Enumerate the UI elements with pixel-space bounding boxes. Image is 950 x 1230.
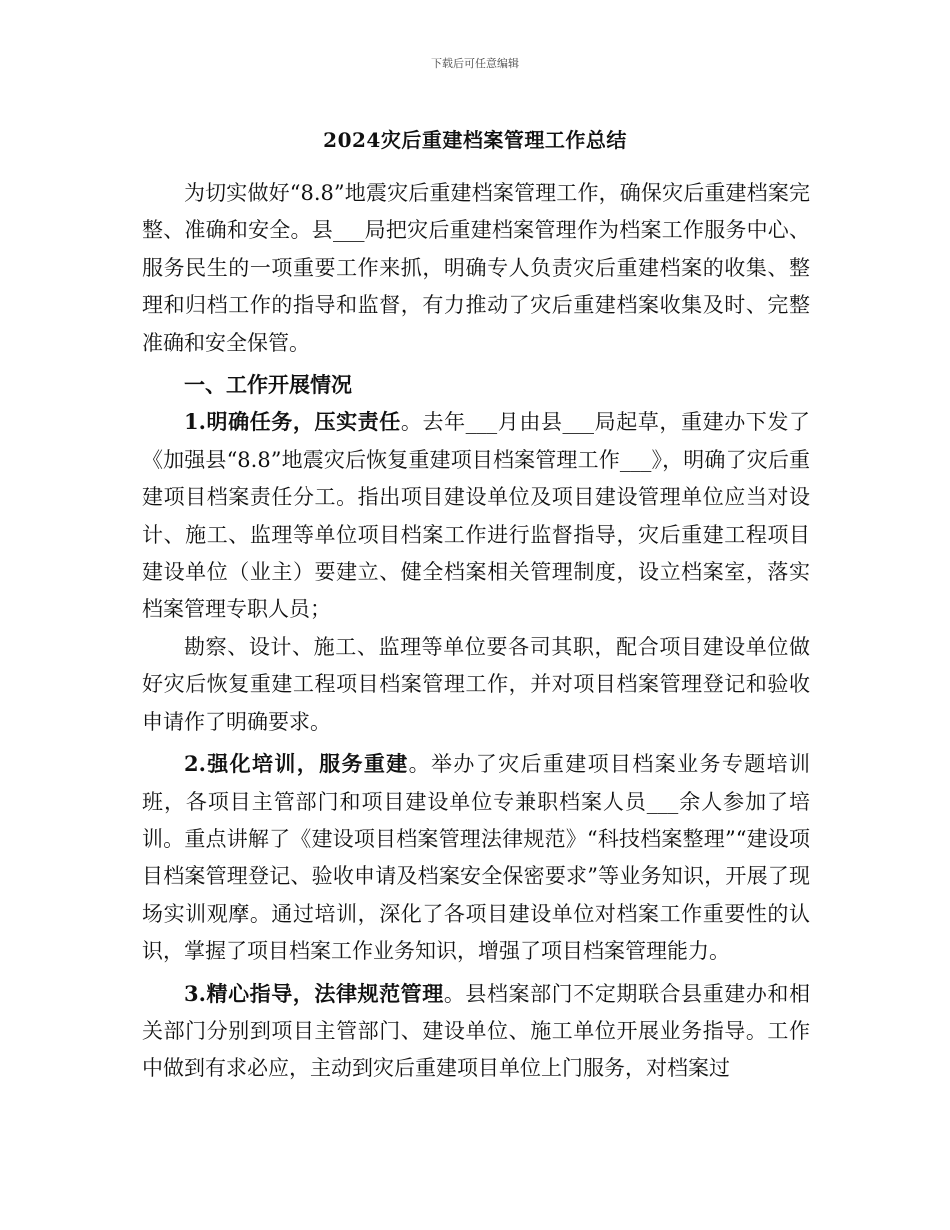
document-title: 2024灾后重建档案管理工作总结 [323, 128, 627, 152]
item-2-heading: 2.强化培训，服务重建 [184, 751, 409, 777]
item-1-heading: 1.明确任务，压实责任 [184, 409, 401, 435]
item-1-paragraph [142, 403, 810, 628]
item-3-heading: 3.精心指导，法律规范管理 [184, 980, 444, 1006]
item-3-paragraph [142, 975, 810, 1088]
item-2-paragraph [142, 745, 810, 970]
item-2-text: 。举办了灾后重建项目档案业务专题培训班，各项目主管部门和项目建设单位专兼职档案人员___余人参加了培训。重点讲解了《建设项目档案管理法律规范》“科技档案整理”“建设项目档案管理登记、验收申请及档案安全保密要求”等业务知识，开展了现场实训观摩。通过培训，深化了各项目建设单位对档案工作重要性的认识，掌握了项目档案工作业务知识，增强了项目档案管理能力。 [142, 752, 810, 964]
item-3-text: 。县档案部门不定期联合县重建办和相关部门分别到项目主管部门、建设单位、施工单位开展业务指导。工作中做到有求必应，主动到灾后重建项目单位上门服务，对档案过 [142, 981, 810, 1081]
header-note: 下载后可任意编辑 [431, 57, 519, 70]
intro-paragraph: 为切实做好“8.8”地震灾后重建档案管理工作，确保灾后重建档案完整、准确和安全。县___局把灾后重建档案管理作为档案工作服务中心、服务民生的一项重要工作来抓，明确专人负责灾后重建档案的收集、整理和归档工作的指导和监督，有力推动了灾后重建档案收集及时、完整准确和安全保管。 [142, 181, 810, 355]
item-1-text: 。去年___月由县___局起草，重建办下发了《加强县“8.8”地震灾后恢复重建项目档案管理工作___》，明确了灾后重建项目档案责任分工。指出项目建设单位及项目建设管理单位应当对设计、施工、监理等单位项目档案工作进行监督指导，灾后重建工程项目建设单位（业主）要建立、健全档案相关管理制度，设立档案室，落实档案管理专职人员； [142, 410, 810, 622]
document-body [142, 175, 810, 1088]
item-1-continued-paragraph: 勘察、设计、施工、监理等单位要各司其职，配合项目建设单位做好灾后恢复重建工程项目档案管理工作，并对项目档案管理登记和验收申请作了明确要求。 [142, 634, 810, 734]
section-heading: 一、工作开展情况 [184, 372, 352, 398]
